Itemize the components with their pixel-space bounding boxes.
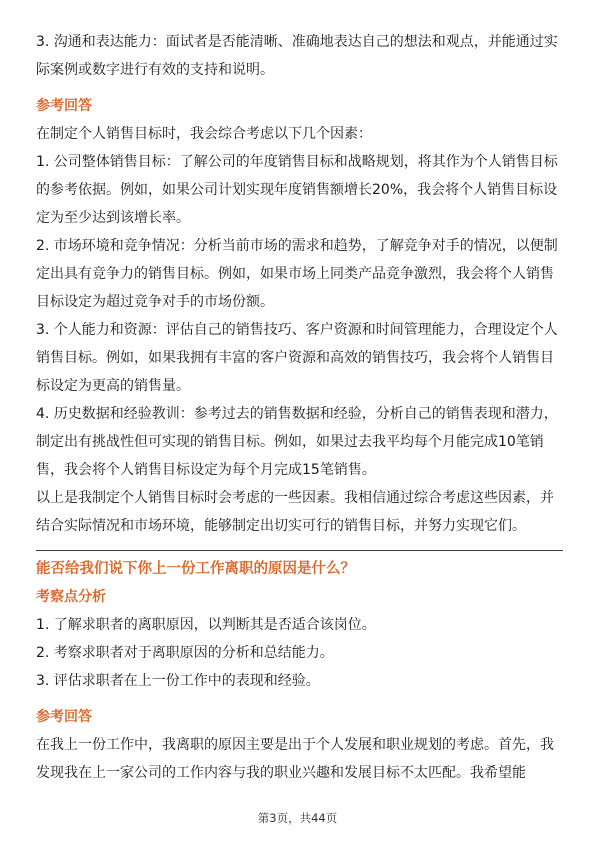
answer-conclusion: 以上是我制定个人销售目标时会考虑的一些因素。我相信通过综合考虑这些因素，并结合实际情况和市场环境，能够制定出切实可行的销售目标，并努力实现它们。 — [36, 490, 554, 534]
answer-heading-2: 参考回答 — [36, 709, 92, 725]
analysis-point-3: 3. 评估求职者在上一份工作中的表现和经验。 — [36, 673, 320, 689]
answer-point-3: 3. 个人能力和资源：评估自己的销售技巧、客户资源和时间管理能力，合理设定个人销售目标。例如，如果我拥有丰富的客户资源和高效的销售技巧，我会将个人销售目标设定为更高的销售量。 — [36, 322, 558, 394]
question-title: 能否给我们说下你上一份工作离职的原因是什么？ — [36, 561, 355, 577]
page-content — [36, 28, 563, 787]
answer-point-1: 1. 公司整体销售目标：了解公司的年度销售目标和战略规划，将其作为个人销售目标的参考依据。例如，如果公司计划实现年度销售额增长20%，我会将个人销售目标设定为至少达到该增长率。 — [36, 154, 558, 226]
page-number: 第3页，共44页 — [257, 811, 338, 825]
analysis-heading: 考察点分析 — [36, 589, 106, 605]
answer-point-4: 4. 历史数据和经验教训：参考过去的销售数据和经验，分析自己的销售表现和潜力，制定出有挑战性但可实现的销售目标。例如，如果过去我平均每个月能完成10笔销售，我会将个人销售目标设定为每个月完成15笔销售。 — [36, 406, 558, 478]
section-divider — [36, 550, 563, 551]
answer-heading-1: 参考回答 — [36, 98, 92, 114]
answer-point-2: 2. 市场环境和竞争情况：分析当前市场的需求和趋势，了解竞争对手的情况，以便制定出具有竞争力的销售目标。例如，如果市场上同类产品竞争激烈，我会将个人销售目标设定为超过竞争对手的市场份额。 — [36, 238, 558, 310]
analysis-point-2: 2. 考察求职者对于离职原因的分析和总结能力。 — [36, 645, 334, 661]
analysis-point-1: 1. 了解求职者的离职原因，以判断其是否适合该岗位。 — [36, 617, 376, 633]
answer-intro: 在制定个人销售目标时，我会综合考虑以下几个因素： — [36, 126, 372, 142]
criterion-3: 3. 沟通和表达能力：面试者是否能清晰、准确地表达自己的想法和观点，并能通过实际案例或数字进行有效的支持和说明。 — [36, 34, 558, 78]
answer-text: 在我上一份工作中，我离职的原因主要是出于个人发展和职业规划的考虑。首先，我发现我在上一家公司的工作内容与我的职业兴趣和发展目标不太匹配。我希望能 — [36, 737, 554, 781]
